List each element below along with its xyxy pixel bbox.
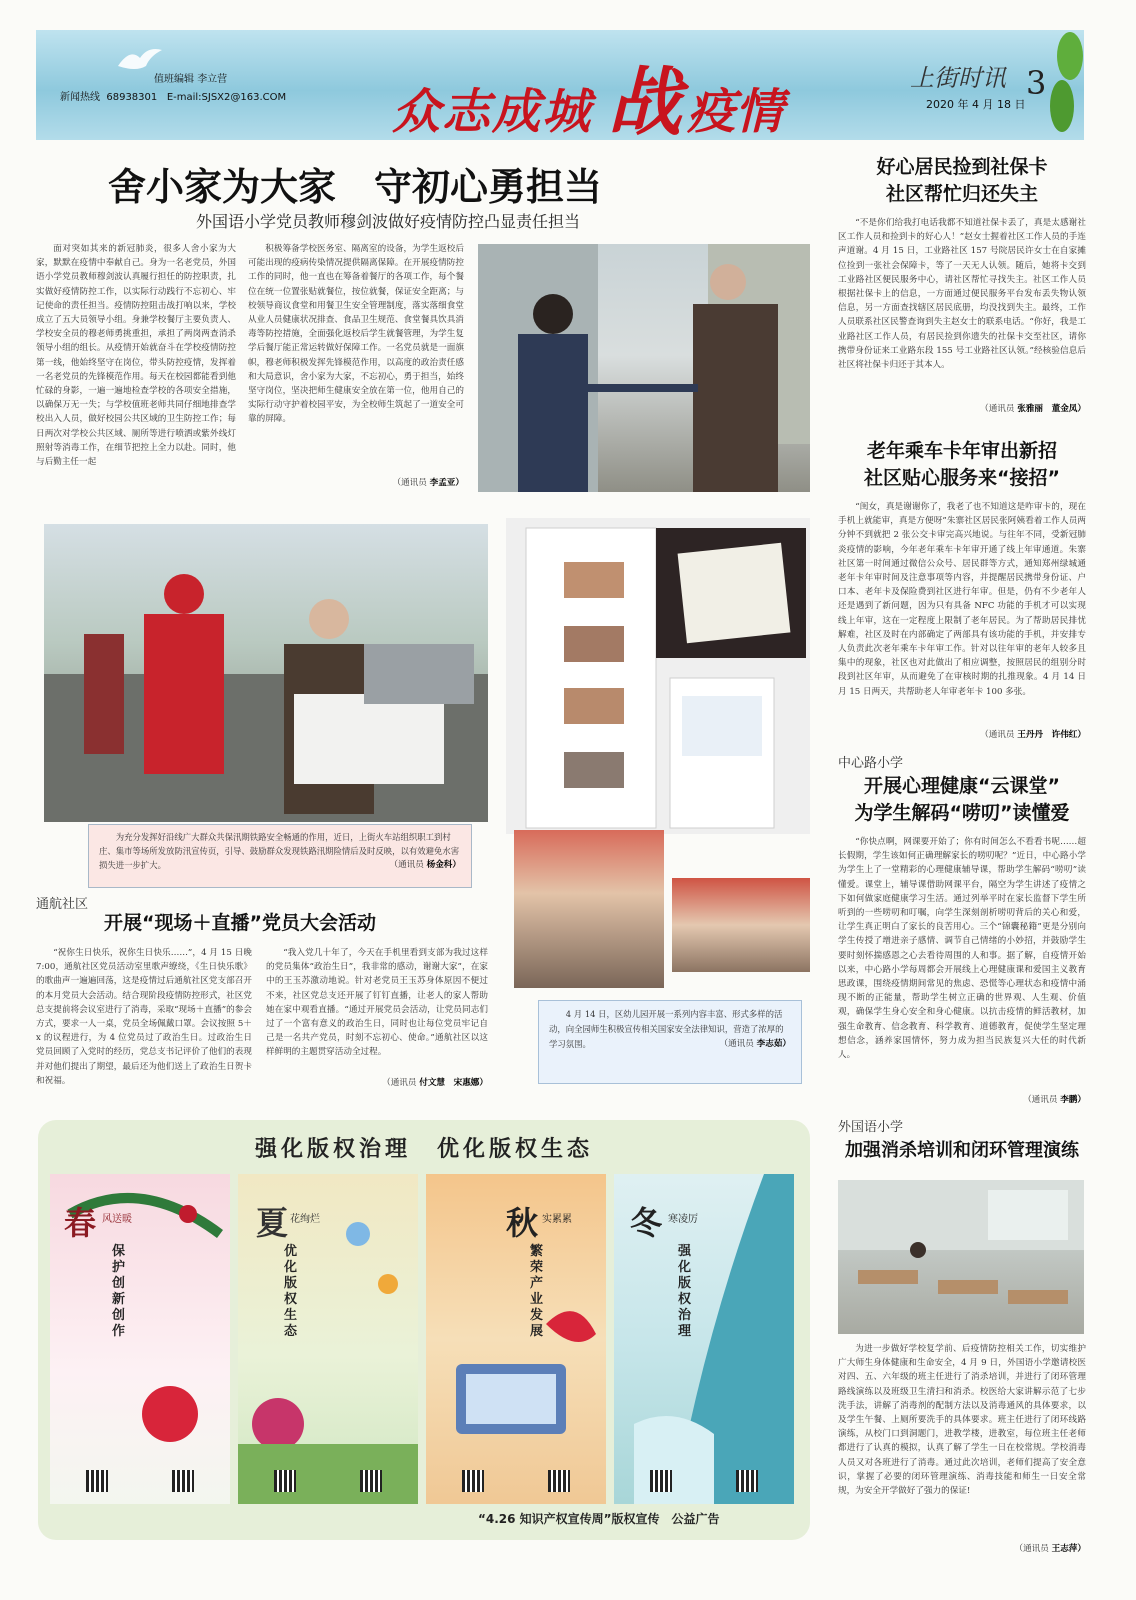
title-part-c: 疫情 [687, 84, 784, 140]
issue-date: 2020 年 4 月 18 日 [926, 98, 1026, 111]
ad-panel-spring [50, 1174, 230, 1504]
story3-headline-line2: 为学生解码“唠叨”读懂爱 [854, 802, 1070, 824]
ad-winter-small: 寒凌厉 [668, 1214, 698, 1225]
story2-headline-line2: 社区贴心服务来“接招” [864, 467, 1060, 489]
title-part-a: 众志成城 [392, 84, 593, 140]
kindergarten-collage [506, 518, 810, 834]
title-part-b: 战 [607, 60, 682, 140]
copyright-ad-title: 强化版权治理 优化版权生态 [254, 1137, 593, 1162]
kindergarten-credit-label: （通讯员 [719, 1039, 754, 1049]
tonghang-kicker: 通航社区 [36, 897, 89, 912]
tonghang-column-2: “我入党几十年了，今天在手机里看到支部为我过这样的党员集体“政治生日”，我非常的感动，谢谢大家”，在家中的王玉苏激动地说。针对老党员王玉苏身体原因不便过不来，社区党总支还开展了钉钉直播，让老人的家人帮助她在家中观看直播。“通过开展党员会活动，让党员同志们过了一个富有意义的政治生日，同时也让每位党员牢记自己是一名共产党员，时刻不忘初心、使命。”通航社区以这样鲜明的主题贯穿活动全过程。 [266, 948, 488, 1058]
story3-body: “你快点啊，网课要开始了；你有时间怎么不看看书呢……超长假期，学生该如何正确理解家长的唠叨呢？”近日，中心路小学为学生上了一堂精彩的心理健康辅导课，帮助学生解码“唠叨”读懂爱。课堂上，辅导课借助网课平台，隔空为学生讲述了疫情之下如何做家庭健康学习生活。通过列举平时在家长监督下学生所听到的一些唠叨和叮嘱，向学生深刻剖析唠叨背后的关心和爱，让学生真正明白了家长的良苦用心。三个“锦囊秘籍”更是分别向学生传授了增进亲子感情、调节自己情绪的小妙招，并鼓励学生要时刻怀揣感恩之心去看待周围的人和事。据了解，自疫情开始以来，中心路小学每周都会开展线上心理健康课和爱国主义教育思政课，围绕疫情期间常见的焦虑、恐慌等心理状态和疫情中涌现不断的正能量，帮助学生树立正确的世界观、人生观、价值观，确保学生身心安全和身心健康。以抗击疫情的鲜活教材，加强生命教育、信念教育、科学教育、道德教育，促使学生坚定理想信念，涵养家国情怀，努力成为担当民族复兴大任的时代新人。 [838, 837, 1086, 1061]
ad-panel-autumn [426, 1174, 606, 1504]
story1-headline-line1: 好心居民捡到社保卡 [876, 156, 1048, 178]
ad-autumn-slogan: 繁荣产业发展 [530, 1244, 544, 1339]
leaf-decoration [1046, 30, 1084, 140]
ad-autumn-small: 实累累 [542, 1214, 572, 1225]
ad-panel-summer [238, 1174, 418, 1504]
masthead-title [392, 44, 783, 140]
qr-code-icon [86, 1470, 108, 1492]
lead-column-1: 面对突如其来的新冠肺炎，很多人舍小家为大家，默默在疫情中奉献自己。身为一名老党员，外国语小学党员教师穆剑波认真履行担任的防控职责，扎实做好疫情防控工作，以实际行动践行不忘初心、牢记使命的责任担当。疫情防控阻击战打响以来，学校成立了五大员领导小组。身兼学校餐厅主要负责人、学校安全员的穆老师勇挑重担，承担了两岗两查消杀领导小组的组长。从疫情开始就奋斗在学校疫情防控第一线，他始终坚守在岗位，带头防控疫情，发挥着一名老党员的先锋模范作用。每天在校园都能看到他忙碌的身影，一遍一遍地检查学校的各项安全措施，以确保万无一失；与学校值班老师共同仔细地排查学校出入人员，做好校园公共区域的卫生防控工作；每日两次对学校公共区域、厕所等进行喷洒或紫外线灯照射等消毒工作，在细节把控上全力以赴。同时，他与后勤主任一起 [36, 244, 236, 468]
ad-autumn-big: 秋 [506, 1204, 539, 1242]
story4-headline: 加强消杀培训和闭环管理演练 [845, 1140, 1079, 1161]
story2-body: “闺女，真是谢谢你了，我老了也不知道这是咋审卡的，现在手机上就能审，真是方便呀”朱寨社区居民张阿姨看着工作人员两分钟不到就把 2 张公交卡审完高兴地说。与往年不同，受新冠肺炎疫情的影响，今年老年乘车卡年审开通了线上年审通道。朱寨社区第一时间通过微信公众号、居民群等方式，通知郑州绿城通老年卡年审时间及注意事项等内容，并提醒居民携带身份证、户口本、老年卡及保险费到社区进行年审。但是，仍有不少老年人还是遇到了新问题，因为只有具备 NFC 功能的手机才可以实现线上年审，这在一定程度上限制了老年居民。为了帮助居民排忧解难，社区及时在内部确定了两部具有该功能的手机，并安排专人负责此次老年乘车卡年审工作。针对以往年审的老年人较多且集中的现象，社区也对此做出了相应调整，按照居民的组别分时段到社区年审，从而避免了在审核时期的扎推现象。4 月 14 日月 15 日两天，共帮助老人年审老年卡 100 多张。 [838, 502, 1086, 697]
ad-summer-small: 花绚烂 [290, 1214, 320, 1225]
editor-label: 值班编辑 [154, 74, 194, 85]
story1-credit-name: 张雅丽 董金凤） [1017, 404, 1086, 414]
story2-headline-line1: 老年乘车卡年审出新招 [866, 440, 1057, 462]
ad-winter-slogan: 强化版权治理 [678, 1244, 692, 1339]
railway-caption-text: 为充分发挥好沿线广大群众共保汛期铁路安全畅通的作用，近日，上街火车站组织职工到村庄、集市等场所发放防汛宣传页，引导、鼓励群众发现铁路汛期险情后及时反映，以有效避免水害损失进一步扩大。 [99, 832, 460, 870]
hotline-label: 新闻热线 [60, 92, 100, 103]
story3-kicker: 中心路小学 [838, 756, 904, 771]
railway-caption-box [88, 824, 472, 888]
kindergarten-credit-name: 李志茹） [756, 1039, 791, 1049]
qr-code-icon [360, 1470, 382, 1492]
copyright-ad [38, 1120, 810, 1540]
class-photo-1 [514, 830, 664, 988]
ad-spring-slogan: 保护创新创作 [112, 1244, 126, 1339]
story3-headline [838, 773, 1086, 827]
tonghang-credit-name: 付文慧 宋惠娜） [419, 1078, 488, 1088]
story2-headline [838, 438, 1086, 492]
lead-column-2: 积极筹备学校医务室、隔离室的设备，为学生返校后可能出现的疫病传染情况提供隔离保障。在开展疫情防控工作的同时，他一直也在筹备着餐厅的各项工作，每个餐位在统一位置张贴就餐位，按位就餐，保证安全距离；与校领导商议食堂和用餐卫生安全管理制度，落实落细食堂从业人员健康状况排查、食品卫生规范、食堂餐具饮具消毒等防控措施，全面强化返校后学生就餐管理，为学生复学后餐厅能正常运转做好保障工作。一名党员就是一面旗帜，穆老师积极发挥先锋模范作用，以高度的政治责任感和大局意识，舍小家为大家，不忘初心，勇于担当，始终坚守岗位，坚决把师生健康安全放在第一位，他用自己的实际行动守护着校园平安，为全校师生筑起了一道安全可靠的屏障。 [248, 244, 464, 425]
story4-body: 为进一步做好学校复学前、后疫情防控相关工作，切实维护广大师生身体健康和生命安全，4 月 9 日，外国语小学邀请校医对四、五、六年级的班主任进行了消杀培训，并进行了闭环管理路线演练以及班级卫生清扫和消杀。校医给大家讲解示范了七步洗手法，讲解了消毒剂的配制方法以及消毒通风的具体要求，以及学生午餐、上厕所要洗手的具体要求。班主任进行了闭环线路演练，从校门口到洞题门，进教学楼，进教室，每位班主任老师都进行了认真的模拟，认真了解了学生一日在校常规。学校消毒人员又对各班进行了消毒。通过此次培训，老师们提高了安全意识，掌握了必要的闭环管理演练、消毒技能和师生一日安全常规，为安全开学做好了强力的保证! [838, 1344, 1086, 1497]
lead-credit-name: 李孟亚） [429, 478, 464, 488]
railway-credit-label: （通讯员 [389, 860, 424, 870]
story1-credit-label: （通讯员 [980, 404, 1015, 414]
kindergarten-caption-text: 4 月 14 日，区幼儿园开展一系列内容丰富、形式多样的活动，向全园师生积极宣传相关国家安全法律知识，营造了浓厚的学习氛围。 [549, 1009, 784, 1049]
story1-body: “不是你们给我打电话我都不知道社保卡丢了，真是太感谢社区工作人员和捡到卡的好心人！”赵女士握着社区工作人员的手连声道谢。4 月 15 日，工业路社区 157 号院居民许女士在自家摊位捡到一张社会保障卡，等了一天无人认领。随后，她将卡交到工业路社区便民服务中心，请社区帮忙寻找失主。社区工作人员根据社保卡上的信息，一方面通过便民服务平台发布丢失物认领信息，另一方面查找辖区居民底册，均没找到失主。最终，工作人员联系社区民警查询到失主赵女士的联系电话。“你好，我是工业路社区工作人员，有居民捡到你遗失的社保卡交至社区，请你携带身份证来工业路东段 155 号工业路社区认领。”经核验信息后社区将社保卡归还于其本人。 [838, 218, 1086, 371]
qr-code-icon [172, 1470, 194, 1492]
qr-code-icon [274, 1470, 296, 1492]
qr-code-icon [650, 1470, 672, 1492]
kindergarten-caption-box [538, 1000, 802, 1084]
hotline-number: 68938301 [106, 92, 158, 103]
story4-kicker: 外国语小学 [838, 1120, 904, 1135]
temperature-check-photo [478, 244, 810, 492]
ad-summer-slogan: 优化版权生态 [284, 1244, 298, 1339]
qr-code-icon [548, 1470, 570, 1492]
story3-credit-label: （通讯员 [1023, 1095, 1058, 1105]
paper-name: 上街时讯 [910, 64, 1006, 92]
ad-spring-big: 春 [64, 1204, 97, 1242]
ad-spring-small: 风送暖 [102, 1214, 132, 1225]
story1-headline [838, 154, 1086, 208]
ad-winter-big: 冬 [630, 1204, 663, 1242]
copyright-ad-footer: “4.26 知识产权宣传周”版权宣传 公益广告 [478, 1512, 720, 1526]
qr-code-icon [462, 1470, 484, 1492]
tonghang-credit-label: （通讯员 [382, 1078, 417, 1088]
tonghang-column-1: “祝你生日快乐，祝你生日快乐……”，4 月 15 日晚 7:00，通航社区党员活动室里歌声缭绕，《生日快乐歌》的歌曲声一遍遍回荡，这是疫情过后通航社区党支部召开的本月党员大会活动。结合现阶段疫情防控形式，社区党总支提前将会议室进行了消毒，采取“现场＋直播”的参会方式，要求一人一桌，党员全场佩戴口罩。会议按照 5＋x 的议程进行，为 4 位党员过了政治生日。过政治生日党员回顾了入党时的经历，党总支书记评价了他们的表现并对他们提出了期望，最后还为他们送上了政治生日贺卡和祝福。 [36, 948, 252, 1086]
ad-summer-big: 夏 [256, 1204, 289, 1242]
lead-subhead: 外国语小学党员教师穆剑波做好疫情防控凸显责任担当 [196, 212, 581, 231]
qr-code-icon [736, 1470, 758, 1492]
editor-name: 李立营 [197, 74, 228, 85]
story4-credit-label: （通讯员 [1014, 1544, 1049, 1554]
story1-headline-line2: 社区帮忙归还失主 [885, 183, 1038, 205]
ad-panel-winter [614, 1174, 794, 1504]
classroom-photo [838, 1180, 1084, 1334]
masthead [36, 30, 1084, 140]
railway-credit-name: 杨金科） [426, 860, 461, 870]
story2-credit-name: 王丹丹 许伟红） [1017, 730, 1086, 740]
tonghang-headline: 开展“现场＋直播”党员大会活动 [104, 912, 376, 934]
page-number: 3 [1026, 64, 1047, 102]
lead-credit-label: （通讯员 [392, 478, 427, 488]
class-photo-2 [672, 878, 810, 972]
email: E-mail:SJSX2@163.COM [166, 92, 287, 103]
lead-headline: 舍小家为大家 守初心勇担当 [108, 165, 603, 209]
story3-credit-name: 李鹏） [1060, 1095, 1086, 1105]
story4-credit-name: 王志萍） [1051, 1544, 1086, 1554]
railway-flood-photo [44, 524, 488, 822]
story2-credit-label: （通讯员 [980, 730, 1015, 740]
story3-headline-line1: 开展心理健康“云课堂” [864, 775, 1060, 797]
